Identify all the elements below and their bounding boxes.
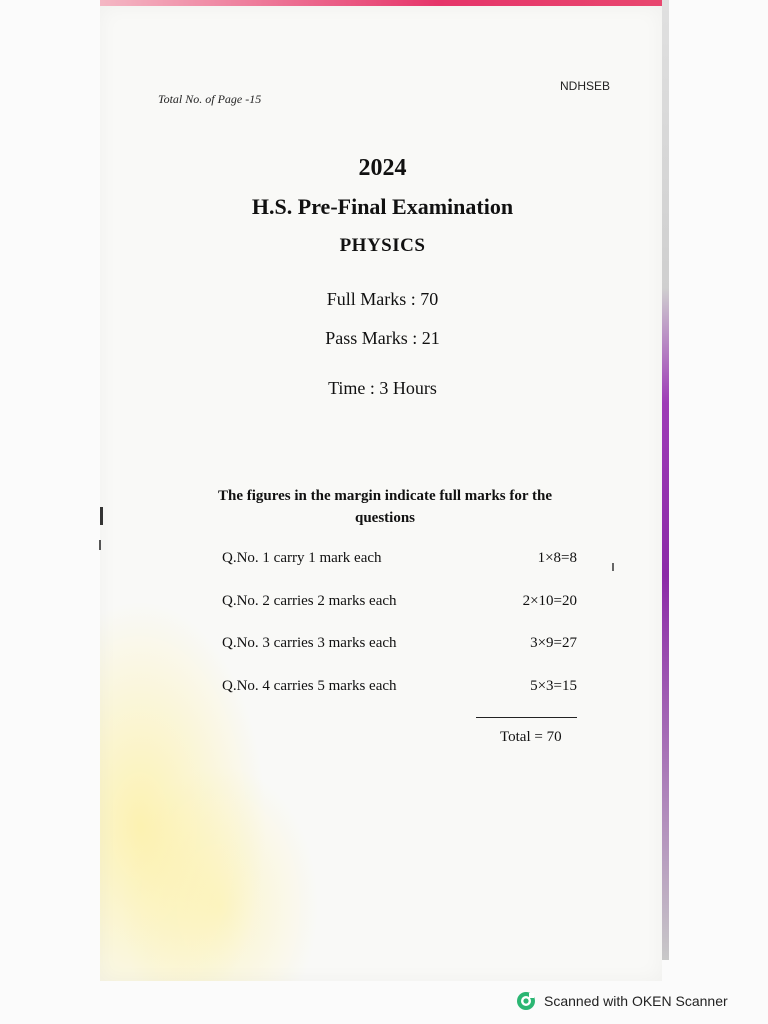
margin-mark (612, 563, 614, 571)
oken-scanner-icon (516, 991, 536, 1011)
instruction-text: The figures in the margin indicate full marks for the questions (217, 488, 553, 526)
total-divider (476, 717, 577, 718)
marks-row-value: 3×9=27 (530, 635, 577, 651)
page-count-note: Total No. of Page -15 (158, 92, 262, 106)
total-marks: Total = 70 (500, 729, 562, 745)
scanner-watermark (516, 990, 728, 1012)
exam-title: H.S. Pre-Final Examination (251, 194, 514, 219)
exam-time: Time : 3 Hours (328, 378, 437, 398)
marks-row-value: 2×10=20 (522, 593, 577, 609)
punch-hole-mark (99, 540, 101, 550)
pass-marks: Pass Marks : 21 (325, 328, 440, 348)
paper-right-edge (662, 0, 669, 960)
board-code: NDHSEB (560, 79, 611, 93)
marks-row-label: Q.No. 1 carry 1 mark each (222, 550, 382, 566)
marks-row-label: Q.No. 2 carries 2 marks each (222, 593, 397, 609)
marks-row-value: 1×8=8 (537, 550, 577, 566)
scanner-text: Scanned with OKEN Scanner (544, 993, 728, 1009)
subject-title: PHYSICS (339, 235, 426, 256)
marks-row-label: Q.No. 3 carries 3 marks each (222, 635, 397, 651)
full-marks: Full Marks : 70 (326, 289, 439, 309)
marks-row-value: 5×3=15 (530, 678, 577, 694)
punch-hole-mark (100, 507, 103, 525)
exam-year: 2024 (358, 155, 407, 181)
marks-row-label: Q.No. 4 carries 5 marks each (222, 678, 397, 694)
